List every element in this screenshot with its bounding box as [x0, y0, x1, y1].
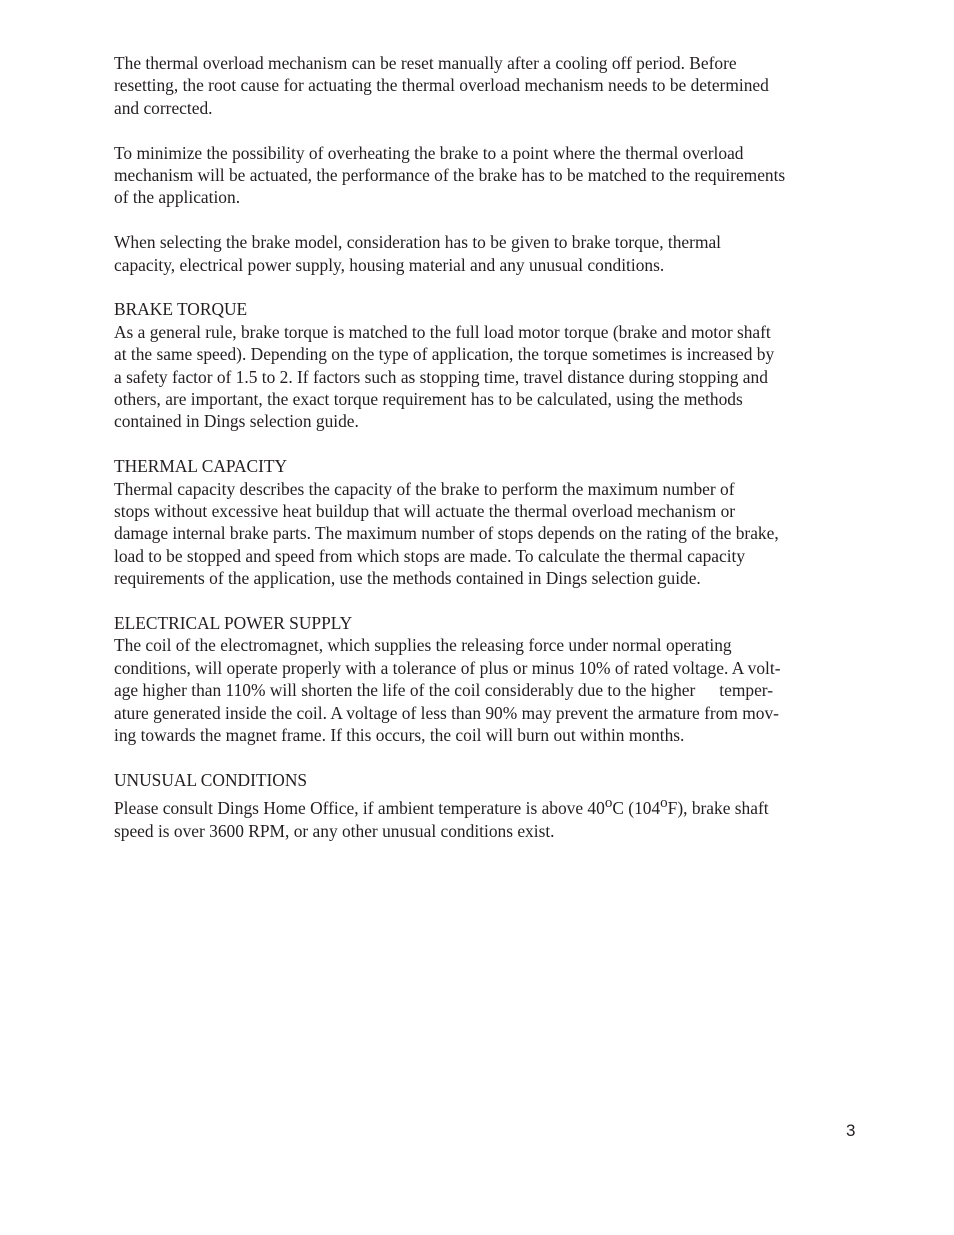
- section-heading-electrical-power-supply: ELECTRICAL POWER SUPPLY: [114, 613, 353, 634]
- section-brake-torque: [114, 298, 842, 432]
- document-page: [114, 52, 842, 842]
- text-line: mechanism will be actuated, the performance of the brake has to be matched to the requirements: [114, 165, 786, 186]
- text-fragment: age higher than 110% will shorten the life of the coil considerably due to the higher: [114, 680, 696, 701]
- text-fragment: Please consult Dings Home Office, if ambient temperature is above 40: [114, 798, 605, 819]
- text-line: Thermal capacity describes the capacity of the brake to perform the maximum number of: [114, 478, 735, 499]
- text-line: load to be stopped and speed from which stops are made. To calculate the thermal capacity: [114, 545, 746, 566]
- section-thermal-capacity: [114, 455, 842, 589]
- text-line: damage internal brake parts. The maximum number of stops depends on the rating of the brake,: [114, 523, 779, 544]
- section-electrical-power-supply: [114, 612, 842, 746]
- text-line: To minimize the possibility of overheating the brake to a point where the thermal overload: [114, 142, 744, 163]
- section-body-brake-torque: [114, 321, 842, 433]
- paragraph-spacer: [114, 119, 842, 141]
- text-line: ature generated inside the coil. A voltage of less than 90% may prevent the armature from mov-: [114, 702, 779, 723]
- text-line: ing towards the magnet frame. If this occurs, the coil will burn out within months.: [114, 725, 685, 746]
- text-line: stops without excessive heat buildup that will actuate the thermal overload mechanism or: [114, 501, 736, 522]
- section-heading-brake-torque: BRAKE TORQUE: [114, 299, 248, 320]
- paragraph-minimize-overheating: [114, 142, 842, 209]
- section-unusual-conditions: [114, 769, 842, 842]
- paragraph-spacer: [114, 747, 842, 769]
- paragraph-selecting-brake-model: [114, 231, 842, 276]
- section-body-thermal-capacity: [114, 478, 842, 590]
- text-fragment: F), brake shaft: [667, 798, 769, 819]
- text-line: The coil of the electromagnet, which supplies the releasing force under normal operating: [114, 635, 732, 656]
- paragraph-spacer: [114, 209, 842, 231]
- text-line: When selecting the brake model, consideration has to be given to brake torque, thermal: [114, 232, 722, 253]
- paragraph-spacer: [114, 276, 842, 298]
- text-line: requirements of the application, use the methods contained in Dings selection guide.: [114, 568, 701, 589]
- text-fragment: temper-: [719, 680, 774, 701]
- degree-sign: o: [604, 794, 613, 811]
- page-number: 3: [846, 1121, 856, 1140]
- text-line: contained in Dings selection guide.: [114, 411, 359, 432]
- text-line: of the application.: [114, 187, 241, 208]
- text-line: speed is over 3600 RPM, or any other unusual conditions exist.: [114, 820, 555, 841]
- text-line: a safety factor of 1.5 to 2. If factors such as stopping time, travel distance during stopping and: [114, 366, 768, 387]
- text-line: resetting, the root cause for actuating the thermal overload mechanism needs to be determined: [114, 75, 769, 96]
- text-line: [114, 679, 842, 701]
- section-body-unusual-conditions: [114, 794, 842, 842]
- text-line: conditions, will operate properly with a tolerance of plus or minus 10% of rated voltage. A volt-: [114, 657, 781, 678]
- text-line: and corrected.: [114, 97, 213, 118]
- text-fragment: C (104: [612, 798, 661, 819]
- text-line: [114, 794, 842, 819]
- section-heading-unusual-conditions: UNUSUAL CONDITIONS: [114, 769, 308, 790]
- text-line: others, are important, the exact torque requirement has to be calculated, using the methods: [114, 389, 743, 410]
- paragraph-thermal-overload-reset: [114, 52, 842, 119]
- text-line: capacity, electrical power supply, housing material and any unusual conditions.: [114, 254, 665, 275]
- paragraph-spacer: [114, 590, 842, 612]
- paragraph-spacer: [114, 433, 842, 455]
- text-line: at the same speed). Depending on the type of application, the torque sometimes is increased by: [114, 344, 775, 365]
- degree-sign: o: [660, 794, 668, 811]
- text-line: As a general rule, brake torque is matched to the full load motor torque (brake and motor shaft: [114, 321, 771, 342]
- section-heading-thermal-capacity: THERMAL CAPACITY: [114, 456, 288, 477]
- text-line: The thermal overload mechanism can be reset manually after a cooling off period. Before: [114, 53, 737, 73]
- section-body-electrical-power-supply: [114, 634, 842, 746]
